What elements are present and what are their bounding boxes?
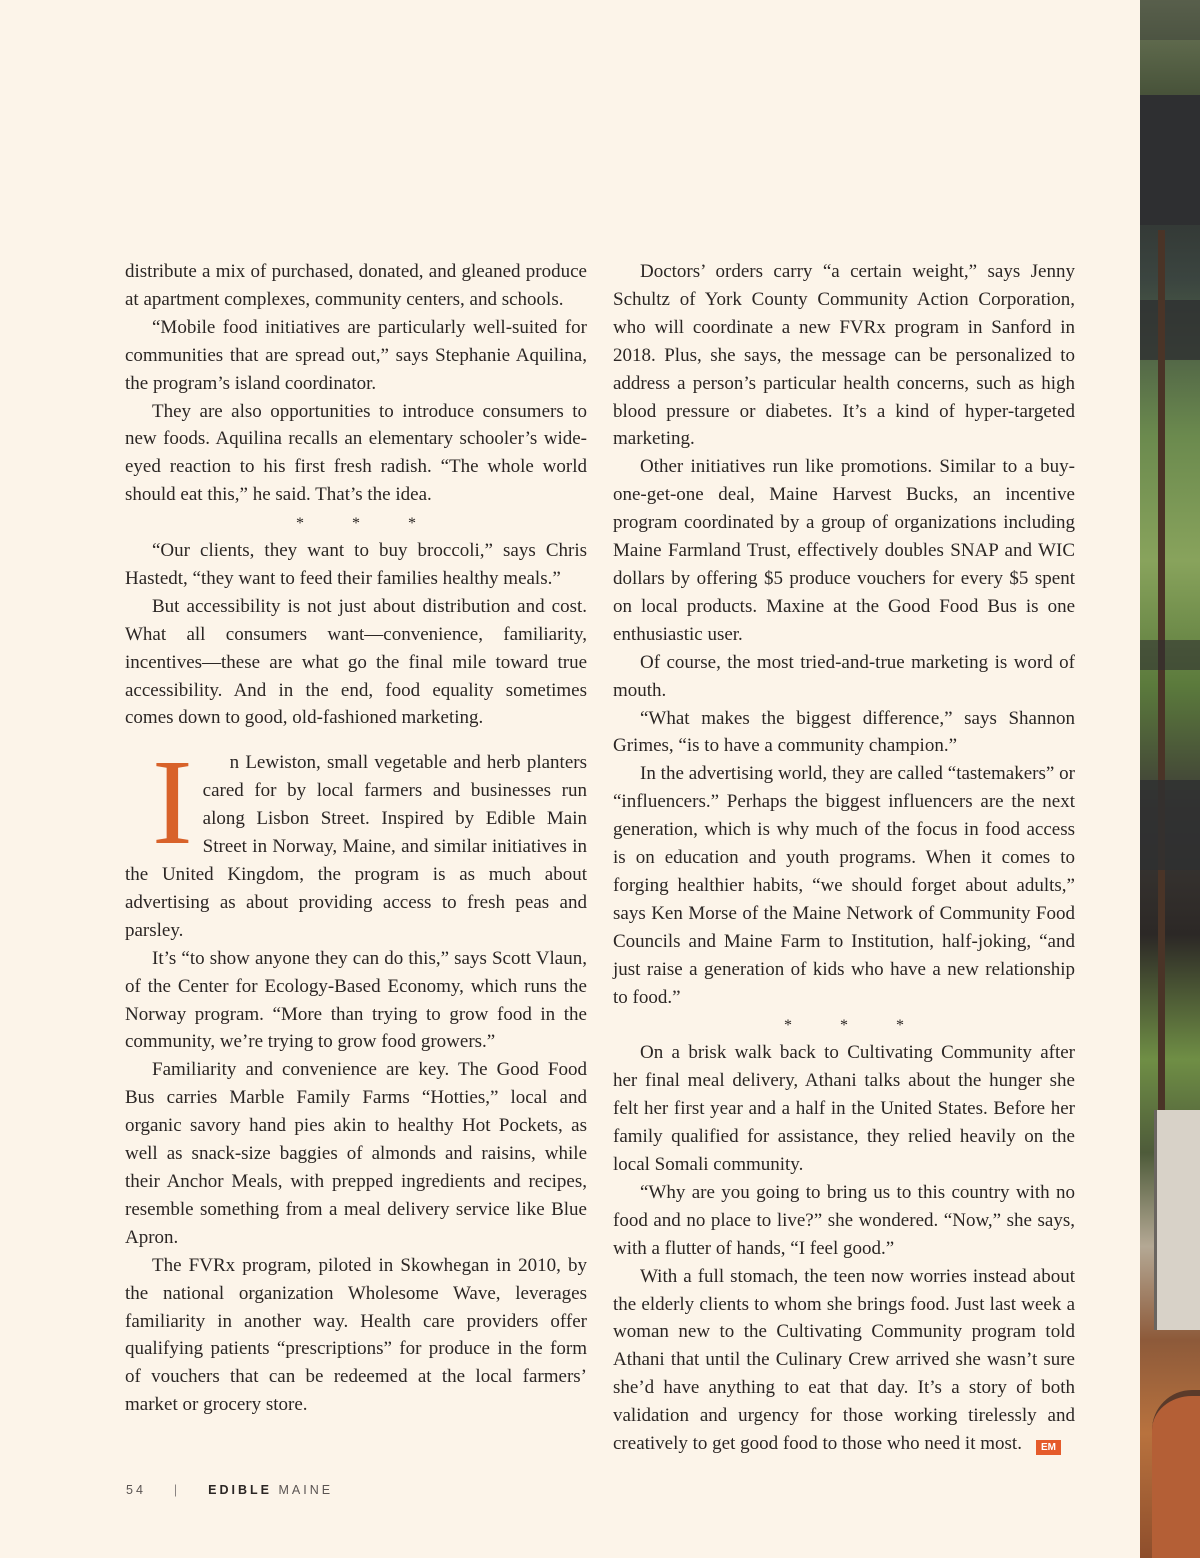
paragraph: distribute a mix of purchased, donated, and gleaned produce at apartment complexes, community centers, and schools.: [125, 261, 587, 310]
paragraph: But accessibility is not just about distribution and cost. What all consumers want—convenience, familiarity, incentives—these are what go the final mile toward true accessibility. And in the end, food equality sometimes comes down to good, old-fashioned marketing.: [125, 595, 587, 729]
paragraph: “What makes the biggest difference,” says Shannon Grimes, “is to have a community champion.”: [613, 707, 1075, 757]
paragraph: “Our clients, they want to buy broccoli,” says Chris Hastedt, “they want to feed their families healthy meals.”: [125, 540, 587, 589]
paragraph: In the advertising world, they are called “tastemakers” or “influencers.” Perhaps the biggest influencers are the next generation, which is why much of the focus in food access is on education and youth programs. When it comes to forging healthier habits, “we should forget about adults,” says Ken Morse of the Maine Network of Community Food Councils and Maine Farm to Institution, half-joking, “and just raise a generation of kids who have a new relationship to food.”: [613, 763, 1075, 1008]
paragraph: The FVRx program, piloted in Skowhegan in 2010, by the national organization Wholesome Wave, leverages familiarity in another way. Health care providers offer qualifying patients “prescriptions” for produce in the form of vouchers that can be redeemed at the local farmers’ market or grocery store.: [125, 1254, 587, 1416]
paragraph-text: With a full stomach, the teen now worries instead about the elderly clients to whom she brings food. Just last week a woman new to the Cultivating Community program told Athani that until the Culinary Crew arrived she wasn’t sure she’d have anything to eat that day. It’s a story of both validation and urgency for those working tirelessly and creatively to get good food to those who need it most.: [613, 1265, 1075, 1455]
paragraph: Doctors’ orders carry “a certain weight,” says Jenny Schultz of York County Community Action Corporation, who will coordinate a new FVRx program in Sanford in 2018. Plus, she says, the message can be personalized to address a person’s particular health concerns, such as high blood pressure or diabetes. It’s a kind of hyper-targeted marketing.: [613, 261, 1075, 450]
magazine-name-bold: EDIBLE: [208, 1483, 272, 1497]
paragraph: On a brisk walk back to Cultivating Community after her final meal delivery, Athani talks about the hunger she felt her first year and a half in the United States. Before her family qualified for assistance, they relied heavily on the local Somali community.: [613, 1042, 1075, 1175]
drop-cap: I: [152, 735, 193, 871]
paragraph: They are also opportunities to introduce consumers to new foods. Aquilina recalls an elementary schooler’s wide-eyed reaction to his first fresh radish. “The whole world should eat this,” he said. That’s the idea.: [125, 400, 587, 506]
side-photo: [1140, 0, 1200, 1558]
section-opening-paragraph: [125, 735, 587, 944]
page-footer: [126, 1483, 333, 1497]
left-column: [125, 258, 587, 1419]
magazine-name-light: MAINE: [278, 1483, 334, 1497]
section-separator: * * *: [784, 1017, 926, 1035]
paragraph-text: n Lewiston, small vegetable and herb planters cared for by local farmers and businesses run along Lisbon Street. Inspired by Edible Main Street in Norway, Maine, and similar initiatives in the United Kingdom, the program is as much about advertising as about providing access to fresh peas and parsley.: [125, 752, 587, 941]
paragraph: Familiarity and convenience are key. The Good Food Bus carries Marble Family Farms “Hotties,” local and organic savory hand pies akin to healthy Hot Pockets, as well as snack-size baggies of almonds and raisins, while their Anchor Meals, with prepped ingredients and recipes, resemble something from a meal delivery service like Blue Apron.: [125, 1059, 587, 1248]
final-paragraph: [613, 1263, 1075, 1458]
paragraph: Other initiatives run like promotions. Similar to a buy-one-get-one deal, Maine Harvest Bucks, an incentive program coordinated by a group of organizations including Maine Farmland Trust, effectively doubles SNAP and WIC dollars by offering $5 produce vouchers for every $5 spent on local products. Maxine at the Good Food Bus is one enthusiastic user.: [613, 456, 1075, 645]
page-number: 54: [126, 1483, 146, 1497]
paragraph: “Why are you going to bring us to this country with no food and no place to live?” she wondered. “Now,” she says, with a flutter of hands, “I feel good.”: [613, 1181, 1075, 1259]
footer-divider: |: [173, 1483, 181, 1497]
paragraph: Of course, the most tried-and-true marketing is word of mouth.: [613, 651, 1075, 701]
paragraph: “Mobile food initiatives are particularly well-suited for communities that are spread out,” says Stephanie Aquilina, the program’s island coordinator.: [125, 316, 587, 394]
end-mark-logo: EM: [1036, 1440, 1061, 1455]
paragraph: It’s “to show anyone they can do this,” says Scott Vlaun, of the Center for Ecology-Based Economy, which runs the Norway program. “More than trying to grow food in the community, we’re trying to grow food growers.”: [125, 947, 587, 1053]
section-separator: * * *: [296, 515, 438, 533]
right-column: [613, 258, 1075, 1458]
